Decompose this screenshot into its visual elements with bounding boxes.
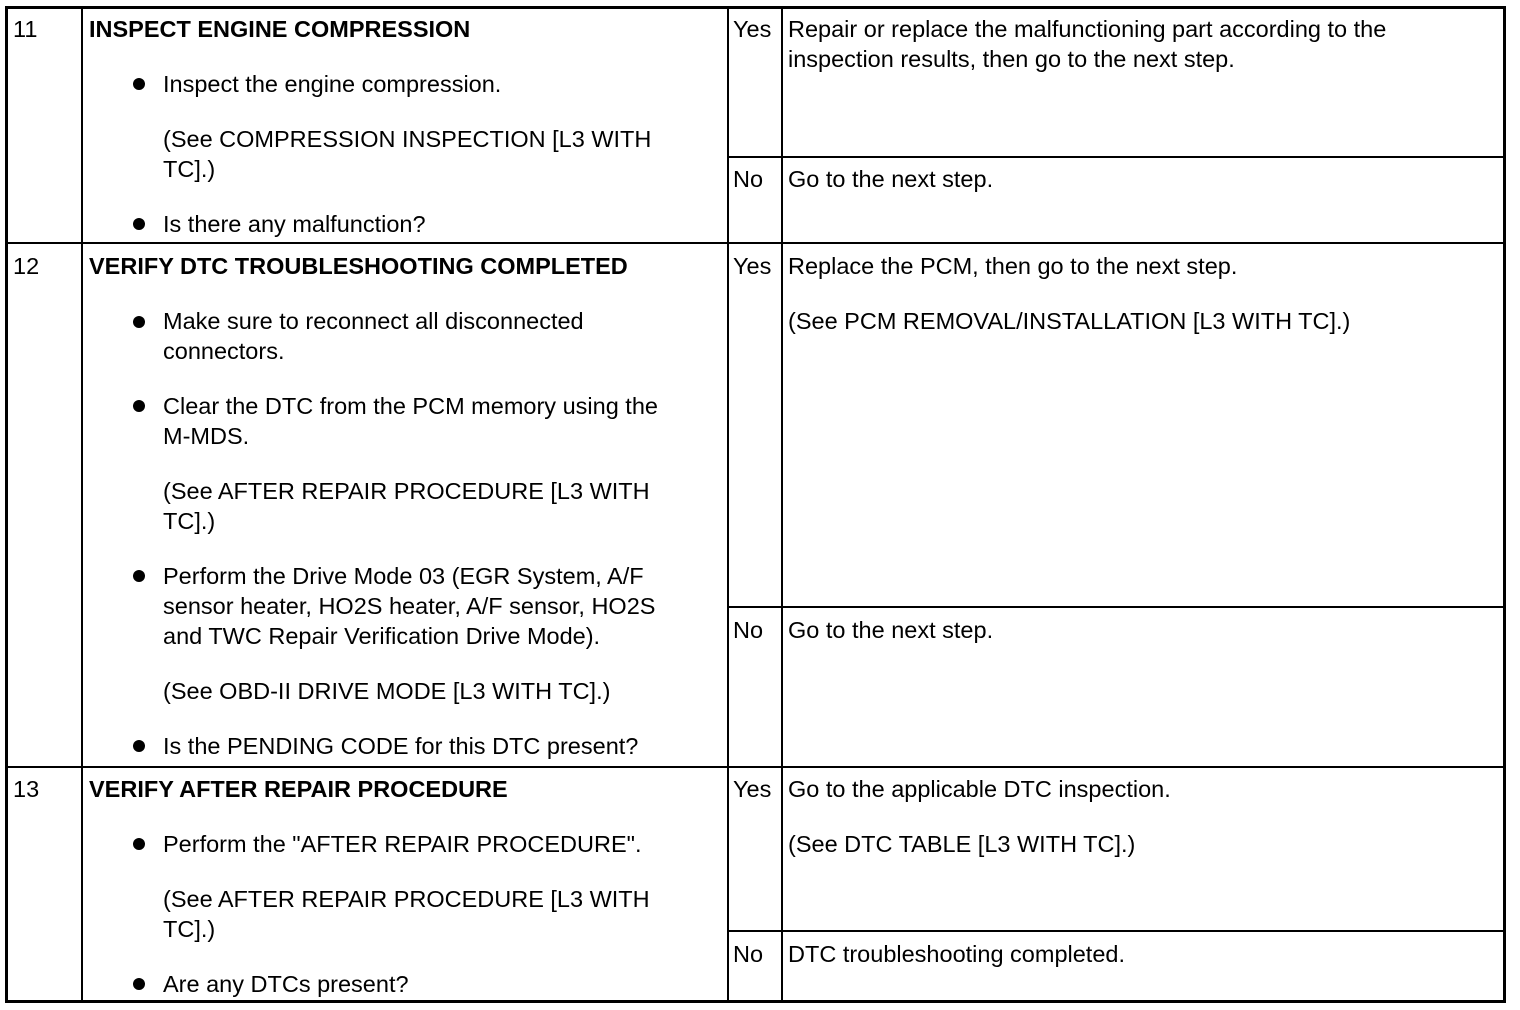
yes-label: Yes xyxy=(733,776,772,802)
no-action-text: Go to the next step. xyxy=(788,166,994,192)
step-number: 13 xyxy=(13,776,40,802)
no-label: No xyxy=(733,166,764,192)
bullet-icon xyxy=(133,316,145,328)
yes-action-text: Go to the applicable DTC inspection. xyxy=(788,776,1171,802)
bullet-icon xyxy=(133,740,145,752)
step-item-text: Inspect the engine compression. xyxy=(163,71,502,97)
step-item-text: Is the PENDING CODE for this DTC present? xyxy=(163,733,639,759)
yes-no-divider xyxy=(727,606,1506,608)
no-label: No xyxy=(733,617,764,643)
reference-link-text[interactable]: (See AFTER REPAIR PROCEDURE [L3 WITH xyxy=(163,886,650,912)
yes-label: Yes xyxy=(733,16,772,42)
bullet-icon xyxy=(133,218,145,230)
yes-action-text: Replace the PCM, then go to the next step. xyxy=(788,253,1238,279)
step-item-text: Perform the Drive Mode 03 (EGR System, A/F xyxy=(163,563,644,589)
column-divider-step xyxy=(81,6,83,1003)
step-item-text: M-MDS. xyxy=(163,423,250,449)
reference-link-text[interactable]: TC].) xyxy=(163,916,216,942)
step-item-text: and TWC Repair Verification Drive Mode). xyxy=(163,623,601,649)
no-label: No xyxy=(733,941,764,967)
yes-no-divider xyxy=(727,930,1506,932)
step-number: 11 xyxy=(13,16,38,42)
row-divider xyxy=(5,242,1506,244)
reference-link-text[interactable]: (See OBD-II DRIVE MODE [L3 WITH TC].) xyxy=(163,678,611,704)
bullet-icon xyxy=(133,78,145,90)
row-divider xyxy=(5,766,1506,768)
yes-action-text: inspection results, then go to the next step. xyxy=(788,46,1235,72)
step-item-text: Are any DTCs present? xyxy=(163,971,409,997)
no-action-text: Go to the next step. xyxy=(788,617,994,643)
bullet-icon xyxy=(133,400,145,412)
reference-link-text[interactable]: TC].) xyxy=(163,156,216,182)
step-number: 12 xyxy=(13,253,40,279)
step-title: VERIFY AFTER REPAIR PROCEDURE xyxy=(89,776,508,802)
step-item-text: Perform the "AFTER REPAIR PROCEDURE". xyxy=(163,831,642,857)
step-item-text: Clear the DTC from the PCM memory using the xyxy=(163,393,658,419)
reference-link-text[interactable]: (See AFTER REPAIR PROCEDURE [L3 WITH xyxy=(163,478,650,504)
step-item-text: Make sure to reconnect all disconnected xyxy=(163,308,584,334)
yes-action-text: Repair or replace the malfunctioning part according to the xyxy=(788,16,1387,42)
step-item-text: connectors. xyxy=(163,338,285,364)
step-title: VERIFY DTC TROUBLESHOOTING COMPLETED xyxy=(89,253,628,279)
bullet-icon xyxy=(133,838,145,850)
reference-link-text[interactable]: (See PCM REMOVAL/INSTALLATION [L3 WITH TC].) xyxy=(788,308,1351,334)
step-title: INSPECT ENGINE COMPRESSION xyxy=(89,16,471,42)
reference-link-text[interactable]: (See COMPRESSION INSPECTION [L3 WITH xyxy=(163,126,652,152)
yes-label: Yes xyxy=(733,253,772,279)
yes-no-divider xyxy=(727,156,1506,158)
bullet-icon xyxy=(133,978,145,990)
no-action-text: DTC troubleshooting completed. xyxy=(788,941,1126,967)
reference-link-text[interactable]: TC].) xyxy=(163,508,216,534)
reference-link-text[interactable]: (See DTC TABLE [L3 WITH TC].) xyxy=(788,831,1136,857)
step-item-text: sensor heater, HO2S heater, A/F sensor, HO2S xyxy=(163,593,656,619)
step-item-text: Is there any malfunction? xyxy=(163,211,426,237)
bullet-icon xyxy=(133,570,145,582)
